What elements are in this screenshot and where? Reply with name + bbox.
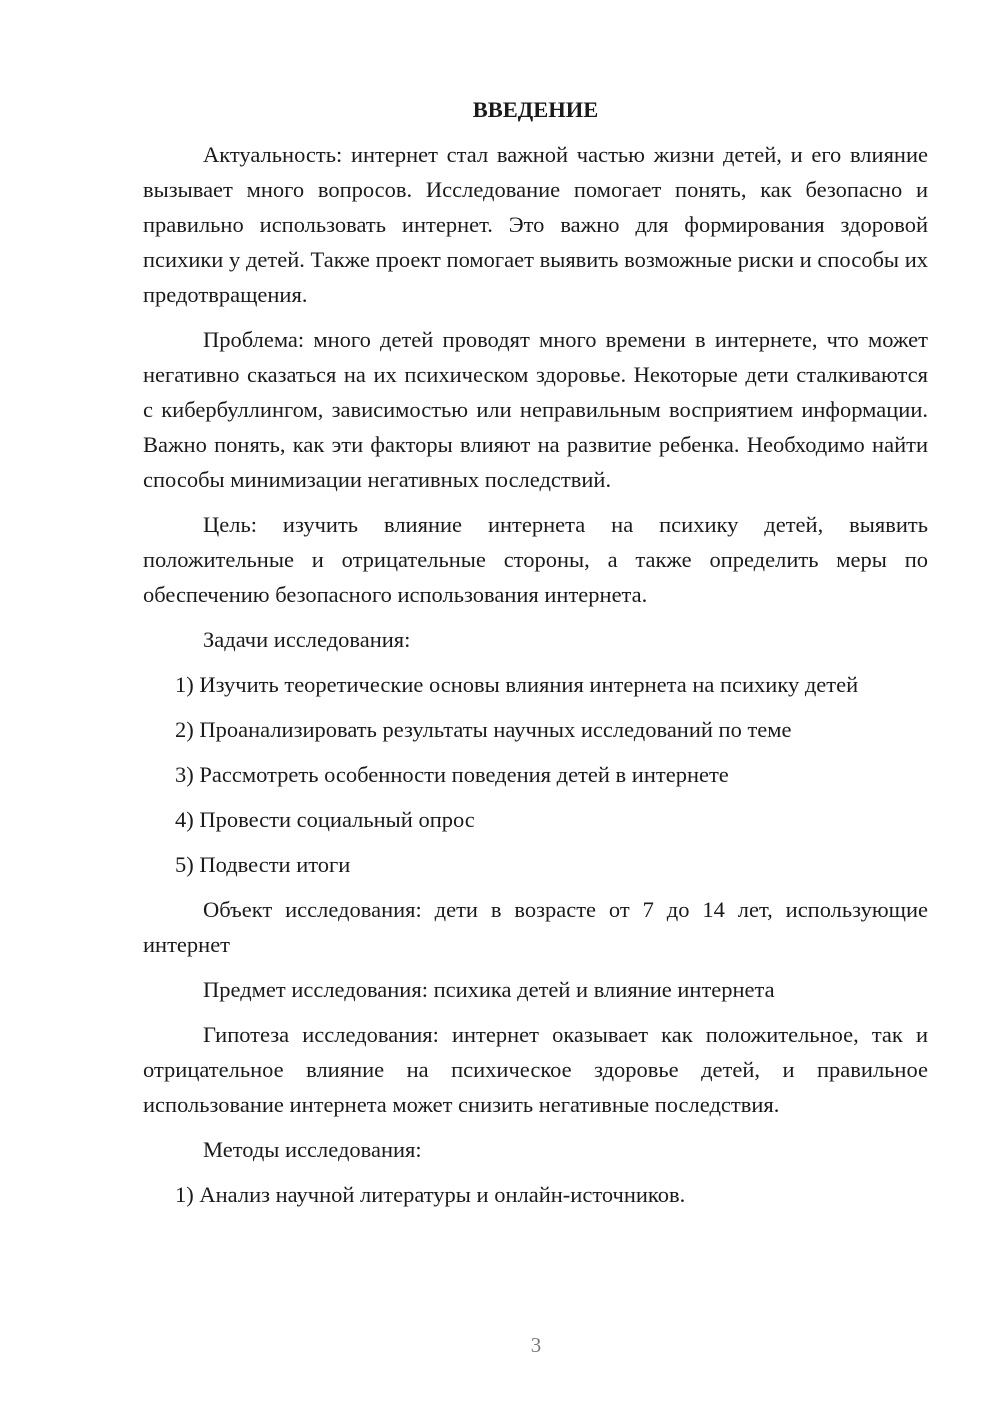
list-item: 1) Изучить теоретические основы влияния интернета на психику детей: [175, 672, 859, 697]
subject-paragraph: Предмет исследования: психика детей и влияние интернета: [203, 977, 775, 1002]
object-paragraph: Объект исследования: дети в возрасте от 7 до 14 лет, использующие интернет: [143, 897, 928, 957]
list-item: 2) Проанализировать результаты научных исследований по теме: [175, 717, 792, 742]
methods-heading: Методы исследования:: [203, 1137, 422, 1162]
list-item: 5) Подвести итоги: [175, 852, 351, 877]
page-number: 3: [530, 1333, 542, 1357]
methods-list: [143, 1177, 928, 1212]
list-item: 4) Провести социальный опрос: [175, 807, 475, 832]
document-body: [143, 92, 928, 1222]
hypothesis-paragraph: Гипотеза исследования: интернет оказывает как положительное, так и отрицательное влияние на психическое здоровье детей, и правильное использование интернета может снизить негативные последствия.: [143, 1022, 928, 1117]
tasks-list: [143, 667, 928, 882]
relevance-paragraph: Актуальность: интернет стал важной частью жизни детей, и его влияние вызывает много вопросов. Исследование помогает понять, как безопасно и правильно использовать интернет. Это важно для формирования здоровой психики у детей. Также проект помогает выявить возможные риски и способы их предотвращения.: [143, 142, 928, 307]
problem-paragraph: Проблема: много детей проводят много времени в интернете, что может негативно сказаться на их психическом здоровье. Некоторые дети сталкиваются с кибербуллингом, зависимостью или неправильным восприятием информации. Важно понять, как эти факторы влияют на развитие ребенка. Необходимо найти способы минимизации негативных последствий.: [143, 327, 928, 492]
page-title: ВВЕДЕНИЕ: [472, 97, 599, 122]
list-item: 3) Рассмотреть особенности поведения детей в интернете: [175, 762, 729, 787]
tasks-heading: Задачи исследования:: [203, 627, 411, 652]
list-item: 1) Анализ научной литературы и онлайн-источников.: [175, 1182, 686, 1207]
goal-paragraph: Цель: изучить влияние интернета на психику детей, выявить положительные и отрицательные стороны, а также определить меры по обеспечению безопасного использования интернета.: [143, 512, 928, 607]
